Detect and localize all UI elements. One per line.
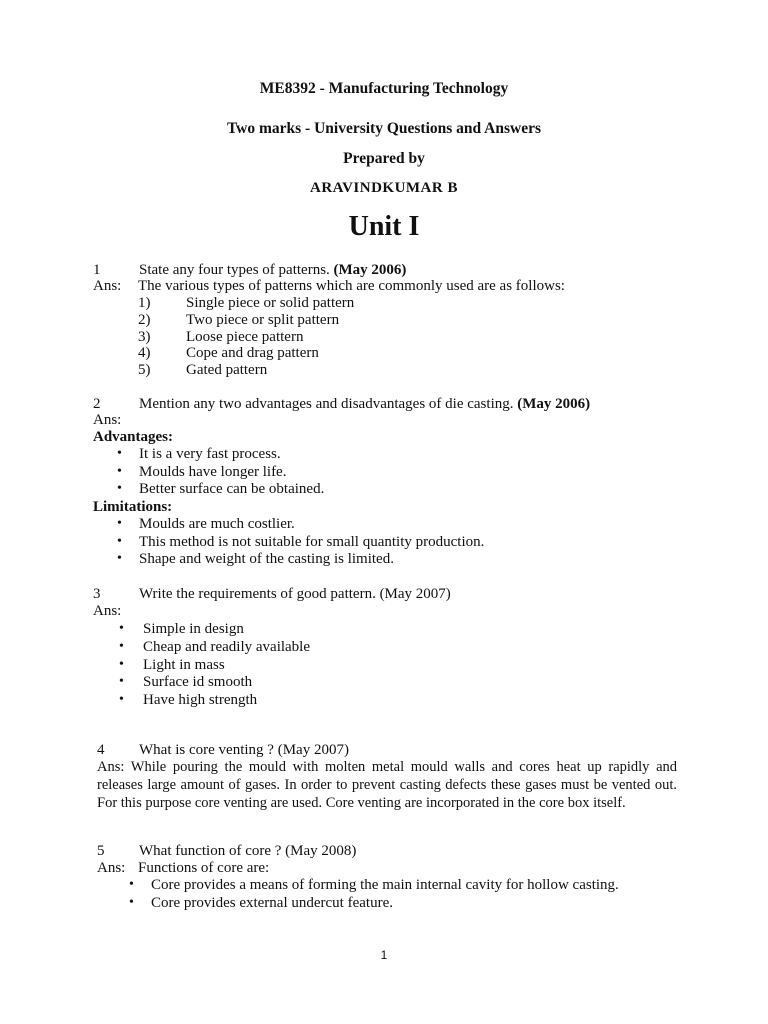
list-item: Shape and weight of the casting is limited. [139,551,394,567]
list-item-number: 4) [138,345,151,362]
list-item-text: Two piece or split pattern [186,311,340,328]
prepared-by-label: Prepared by [343,150,425,167]
author-name: ARAVINDKUMAR B [310,180,458,196]
document-subtitle: Two marks - University Questions and Answers [226,120,542,137]
list-item-text: Cope and drag pattern [186,345,319,362]
q2-ans-label: Ans: [93,412,122,428]
q2-number: 2 [93,396,101,412]
list-item-text: Single piece or solid pattern [186,295,355,311]
bullet-icon: • [119,656,124,672]
list-item: Cheap and readily available [143,638,311,655]
list-item-number: 5) [138,362,151,379]
list-item-text: Loose piece pattern [186,328,304,345]
list-item: Better surface can be obtained. [139,481,325,497]
bullet-icon: • [117,551,122,566]
q1-question-text: State any four types of patterns. [139,262,330,278]
q3-ans-label: Ans: [93,603,122,619]
q1-ans-label: Ans: [93,278,122,294]
list-item: Surface id smooth [143,674,253,691]
list-item: Moulds are much costlier. [139,516,295,532]
bullet-icon: • [129,894,134,910]
q4-number: 4 [97,742,105,758]
q4-question: What is core venting ? (May 2007) [139,742,349,758]
q4-answer: Ans: While pouring the mould with molten metal mould walls and cores heat up rapidly and releases large amount of gases. In order to prevent casting defects these gases must be vented out. For this purpose core venting are used. Core venting are incorporated in the core box itself. [97,759,677,811]
bullet-icon: • [117,463,122,479]
list-item: Light in mass [143,656,225,673]
q1-number: 1 [93,262,101,278]
list-item: Moulds have longer life. [139,463,287,480]
list-item: It is a very fast process. [139,446,281,462]
page-number: 1 [380,948,388,962]
q3-question: Write the requirements of good pattern. (May 2007) [139,586,451,602]
list-item: Core provides external undercut feature. [151,894,393,911]
list-item: This method is not suitable for small quantity production. [139,533,485,550]
list-item: Have high strength [143,692,258,709]
q2-question-text: Mention any two advantages and disadvantages of die casting. [139,396,514,412]
q5-ans-intro: Functions of core are: [138,860,270,876]
q1-date: (May 2006) [333,262,407,278]
advantages-heading: Advantages: [93,429,174,445]
list-item-number: 1) [138,295,151,311]
list-item-number: 3) [138,328,151,345]
bullet-icon: • [117,533,122,549]
unit-heading: Unit I [348,211,420,242]
list-item-number: 2) [138,311,151,328]
q1-question [139,262,406,279]
q2-date: (May 2006) [517,396,591,412]
bullet-icon: • [119,674,124,690]
q2-question [139,396,590,413]
list-item-text: Gated pattern [186,362,268,379]
q5-ans-label: Ans: [97,860,126,876]
bullet-icon: • [119,621,124,636]
bullet-icon: • [117,446,122,461]
q3-number: 3 [93,586,101,602]
q5-number: 5 [97,843,105,859]
bullet-icon: • [117,516,122,531]
list-item: Core provides a means of forming the main internal cavity for hollow casting. [151,877,619,893]
bullet-icon: • [129,877,134,892]
q5-question: What function of core ? (May 2008) [139,843,357,859]
limitations-heading: Limitations: [93,499,173,515]
course-title: ME8392 - Manufacturing Technology [259,80,509,97]
bullet-icon: • [119,692,124,708]
bullet-icon: • [117,481,122,496]
q1-ans-intro: The various types of patterns which are commonly used are as follows: [138,278,565,294]
list-item: Simple in design [143,621,244,637]
bullet-icon: • [119,638,124,654]
